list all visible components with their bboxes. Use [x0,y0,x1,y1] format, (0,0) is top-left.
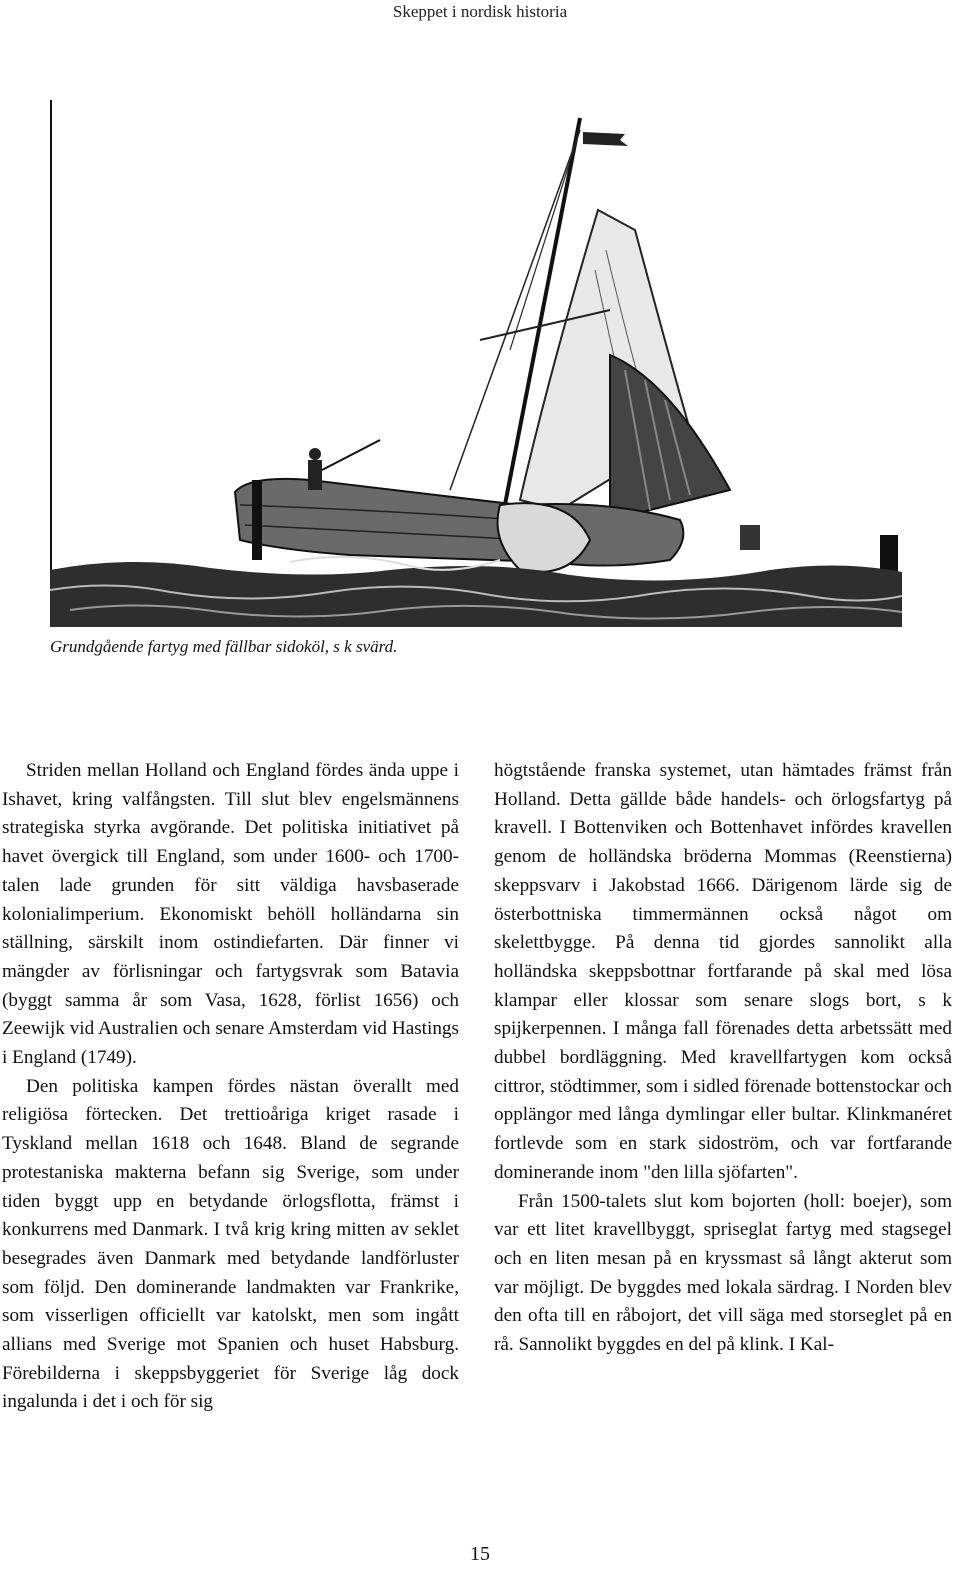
paragraph: Den politiska kampen fördes nästan överallt med religiösa förtecken. Det trettioåriga kriget rasade i Tyskland mellan 1618 och 1648. Bland de segrande protestaniska makterna befann sig Sverige, som under tiden byggt upp en betydande örlogsflotta, främst i konkurrens med Danmark. I två krig kring mitten av seklet besegrades även Danmark med betydande landförluster som följd. Den dominerande landmakten var Frankrike, som visserligen officiellt var katolskt, men som ingått allians med Sverige mot Spanien och huset Habsburg. Förebilderna i skeppsbyggeriet för Sverige låg dock ingalunda i det i och för sig [2,1075,459,1413]
running-head: Skeppet i nordisk historia [392,2,568,21]
paragraph: Striden mellan Holland och England fördes ända uppe i Ishavet, kring valfångsten. Till slut blev engelsmännens strategiska styrka avgörande. Det politiska initiativet på havet övergick till England, som under 1600- och 1700-talen lade grunden för sitt väldiga havsbaserade kolonialimperium. Ekonomiskt behöll holländarna sin ställning, särskilt inom ostindiefarten. Där finner vi mängder av förlisningar och fartygsvrak som Batavia (byggt samma år som Vasa, 1628, förlist 1656) och Zeewijk vid Australien och senare Amsterdam vid Hastings i England (1749). [2,760,459,1069]
ship-illustration-icon [50,100,902,627]
left-column [2,757,459,1417]
paragraph: högtstående franska systemet, utan hämtades främst från Holland. Detta gällde både handels- och örlogsfartyg på kravell. I Bottenviken och Bottenhavet infördes kravellen genom de holländska bröderna Mommas (Reenstierna) skeppsvarv i Jakobstad 1666. Därigenom lärde sig de österbottniska timmermännen också något om skelettbygge. På denna tid gjordes sannolikt alla holländska skeppsbottnar fortfarande på skal med lösa klampar eller klossar som senare slogs bort, s k spijkerpennen. I många fall förenades detta arbetssätt med dubbel bordläggning. Med kravellfartygen kom också cittror, stödtimmer, som i sidled förenade bottenstockar och opplängor med långa dymlingar eller bultar. Klinkmanéret fortlevde som en stark sidoström, och var fortfarande dominerande inom "den lilla sjöfarten". [494,760,952,1183]
page-number: 15 [470,1543,490,1565]
paragraph: Från 1500-talets slut kom bojorten (holl: boejer), som var ett litet kravellbyggt, spriseglat fartyg med stagsegel och en liten mesan på en kryssmast så långt akterut som var möjligt. De byggdes med lokala särdrag. I Norden blev den ofta till en råbojort, det vill säga med storseglet på en rå. Sannolikt byggdes en del på klink. I Kal- [494,1190,952,1356]
ship-illustration [50,100,902,627]
figure-caption: Grundgående fartyg med fällbar sidoköl, s k svärd. [50,637,398,656]
right-column [494,757,952,1360]
